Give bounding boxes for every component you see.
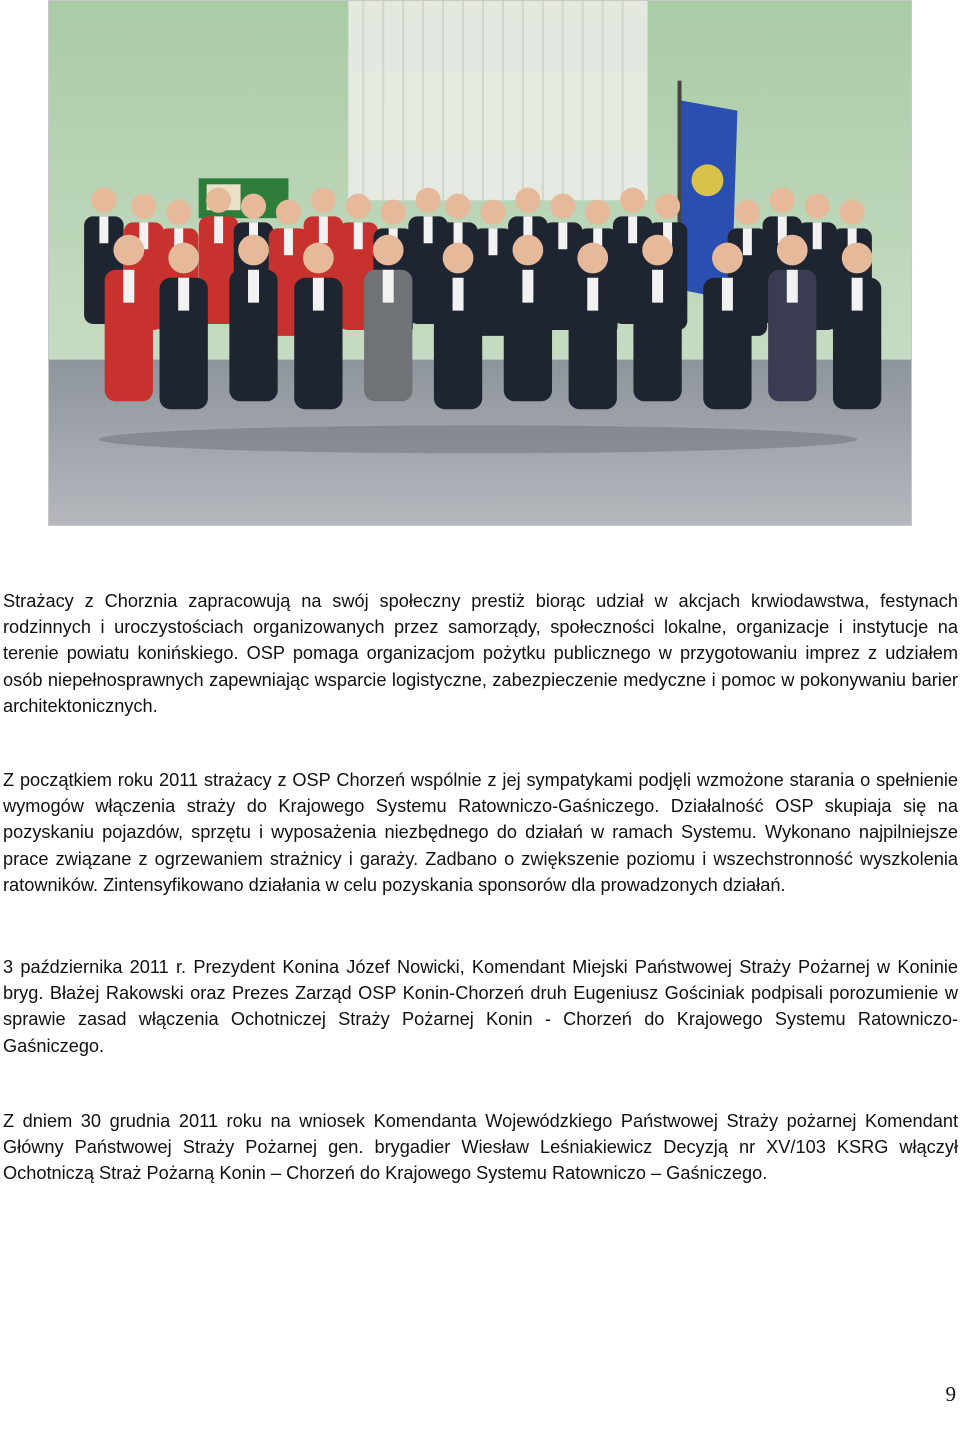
- flag-emblem: [692, 164, 724, 196]
- page-number: 9: [945, 1382, 956, 1406]
- group-photo-illustration: [49, 1, 911, 525]
- group-photo: [48, 0, 912, 526]
- paragraph-2: Z początkiem roku 2011 strażacy z OSP Chorzeń wspólnie z jej sympatykami podjęli wzmożone starania o spełnienie wymogów włączenia straży do Krajowego Systemu Ratowniczo-Gaśniczego. Działalność OSP skupiaja się na pozyskaniu pojazdów, sprzętu i wyposażenia niezbędnego do działań w ramach Systemu. Wykonano najpilniejsze prace związane z ogrzewaniem strażnicy i garaży. Zadbano o zwiększenie poziomu i wszechstronność wyszkolenia ratowników. Zintensyfikowano działania w celu pozyskania sponsorów dla prowadzonych działań.: [3, 770, 958, 895]
- paragraph-1: Strażacy z Chorznia zapracowują na swój społeczny prestiż biorąc udział w akcjach krwiodawstwa, festynach rodzinnych i uroczystościach organizowanych przez samorządy, społeczności lokalne, organizacje i instytucje na terenie powiatu konińskiego. OSP pomaga organizacjom pożytku publicznego w przygotowaniu imprez z udziałem osób niepełnosprawnych zapewniając wsparcie logistyczne, zabezpieczenie medyczne i pomoc w pokonywaniu barier architektonicznych.: [3, 591, 958, 716]
- paragraph-3: 3 października 2011 r. Prezydent Konina Józef Nowicki, Komendant Miejski Państwowej Straży Pożarnej w Koninie bryg. Błażej Rakowski oraz Prezes Zarząd OSP Konin-Chorzeń druh Eugeniusz Gościniak podpisali porozumienie w sprawie zasad włączenia Ochotniczej Straży Pożarnej Konin - Chorzeń do Krajowego Systemu Ratowniczo-Gaśniczego.: [3, 957, 958, 1056]
- floor-shadow: [99, 425, 857, 453]
- paragraph-4: Z dniem 30 grudnia 2011 roku na wniosek Komendanta Wojewódzkiego Państwowej Straży pożarnej Komendant Główny Państwowej Straży Pożarnej gen. brygadier Wiesław Leśniakiewicz Decyzją nr XV/103 KSRG włączył Ochotniczą Straż Pożarną Konin – Chorzeń do Krajowego Systemu Ratowniczo – Gaśniczego.: [3, 1111, 958, 1184]
